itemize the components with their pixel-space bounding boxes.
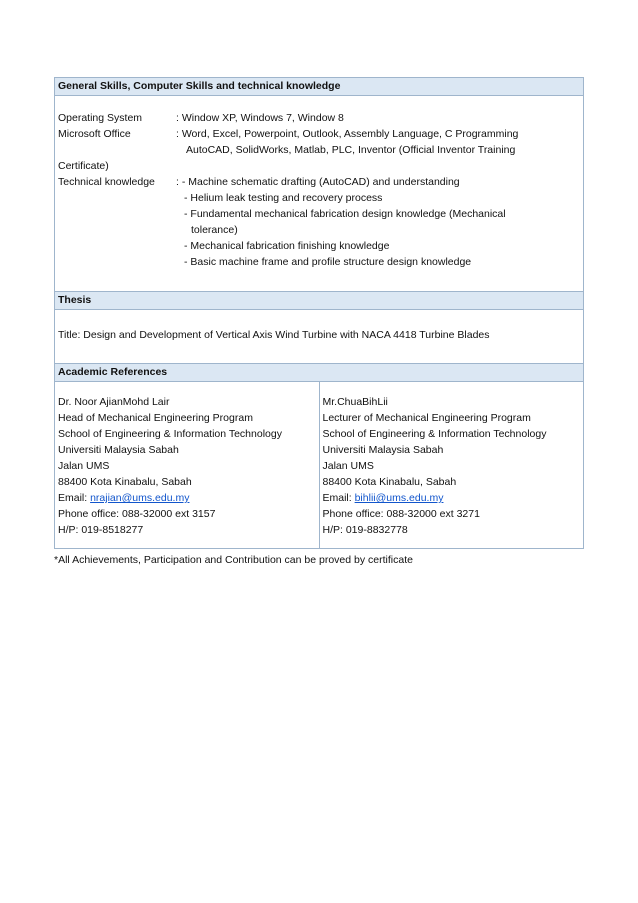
reference-school: School of Engineering & Information Technology bbox=[58, 428, 282, 440]
skills-section-body bbox=[55, 96, 584, 292]
reference-email-row bbox=[58, 490, 316, 506]
reference-card-2 bbox=[319, 382, 584, 549]
tech-first-item: : - Machine schematic drafting (AutoCAD) and understanding bbox=[176, 176, 460, 188]
thesis-title: Title: Design and Development of Vertical Axis Wind Turbine with NACA 4418 Turbine Blades bbox=[58, 329, 490, 341]
reference-email-label: Email: bbox=[322, 492, 355, 504]
tech-label: Technical knowledge bbox=[58, 176, 155, 188]
skills-section-header: General Skills, Computer Skills and technical knowledge bbox=[55, 78, 584, 96]
reference-name: Dr. Noor AjianMohd Lair bbox=[58, 396, 170, 408]
reference-email-row bbox=[323, 490, 581, 506]
reference-city: 88400 Kota Kinabalu, Sabah bbox=[322, 476, 457, 488]
tech-row bbox=[58, 174, 580, 190]
thesis-section-header: Thesis bbox=[55, 292, 584, 310]
office-value-tail: Certificate) bbox=[58, 160, 109, 172]
resume-page bbox=[54, 77, 584, 568]
tech-item: - Helium leak testing and recovery process bbox=[184, 192, 383, 204]
resume-table bbox=[54, 77, 584, 549]
reference-hp: H/P: 019-8518277 bbox=[58, 524, 144, 536]
reference-university: Universiti Malaysia Sabah bbox=[58, 444, 179, 456]
reference-name: Mr.ChuaBihLii bbox=[322, 396, 388, 408]
tech-item-continued: tolerance) bbox=[191, 224, 238, 236]
office-value: : Word, Excel, Powerpoint, Outlook, Assembly Language, C Programming bbox=[176, 128, 519, 140]
reference-position: Head of Mechanical Engineering Program bbox=[58, 412, 253, 424]
reference-street: Jalan UMS bbox=[58, 460, 110, 472]
tech-item: - Basic machine frame and profile structure design knowledge bbox=[184, 256, 472, 268]
os-row bbox=[58, 110, 580, 126]
reference-school: School of Engineering & Information Technology bbox=[322, 428, 547, 440]
office-label: Microsoft Office bbox=[58, 128, 131, 140]
reference-phone: Phone office: 088-32000 ext 3271 bbox=[322, 508, 480, 520]
reference-street: Jalan UMS bbox=[322, 460, 374, 472]
reference-phone: Phone office: 088-32000 ext 3157 bbox=[58, 508, 216, 520]
reference-university: Universiti Malaysia Sabah bbox=[322, 444, 444, 456]
references-section-header: Academic References bbox=[55, 364, 584, 382]
office-value-continued: AutoCAD, SolidWorks, Matlab, PLC, Inventor (Official Inventor Training bbox=[186, 144, 516, 156]
thesis-section-body bbox=[55, 310, 584, 364]
reference-city: 88400 Kota Kinabalu, Sabah bbox=[58, 476, 192, 488]
reference-card-1 bbox=[55, 382, 320, 549]
tech-item: - Fundamental mechanical fabrication design knowledge (Mechanical bbox=[184, 208, 506, 220]
office-row bbox=[58, 126, 580, 142]
reference-hp: H/P: 019-8832778 bbox=[322, 524, 408, 536]
tech-item: - Mechanical fabrication finishing knowledge bbox=[184, 240, 390, 252]
reference-position: Lecturer of Mechanical Engineering Program bbox=[322, 412, 531, 424]
certificate-footnote: *All Achievements, Participation and Contribution can be proved by certificate bbox=[54, 554, 413, 566]
reference-email-label: Email: bbox=[58, 492, 91, 504]
os-value: : Window XP, Windows 7, Window 8 bbox=[176, 112, 344, 124]
reference-email-link[interactable]: nrajian@ums.edu.my bbox=[90, 492, 190, 504]
os-label: Operating System bbox=[58, 112, 143, 124]
reference-email-link[interactable]: bihlii@ums.edu.my bbox=[354, 492, 444, 504]
